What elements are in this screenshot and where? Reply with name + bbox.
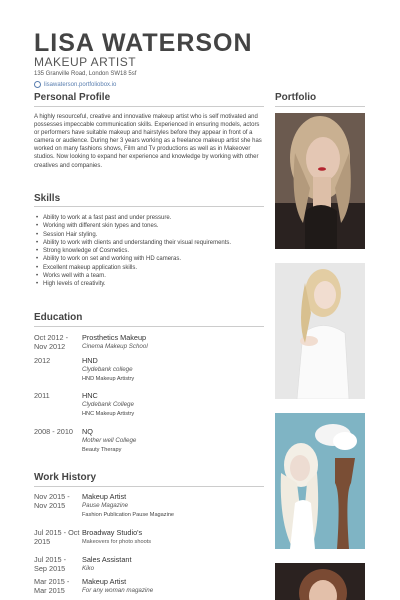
portfolio-photo[interactable] (275, 263, 365, 399)
profile-text: A highly resourceful, creative and innovative makeup artist who is self motivated and possesses impeccable communication skills. Experienced in ensuring models, actors or performers have suitable makeup and hairstyles before they appear in front of a camera or audience. During her 3 years working as a freelance makeup artist she has worked on many fashions shows, Film and Tv productions as well as in Makeover studios. Now looking to expand her experience and knowledge by working with other creatives and companies. (34, 114, 262, 169)
entry-organization: Mother well College (82, 437, 137, 444)
entry-date: 2011 (34, 391, 50, 400)
entry-description: HNC Makeup Artistry (82, 411, 135, 417)
entry-organization: Kiko (82, 565, 95, 572)
address: 135 Granville Road, London SW18 5sf (34, 71, 137, 77)
profile-divider (34, 106, 264, 107)
skill-item: • Ability to work with clients and understanding their visual requirements. (34, 239, 264, 247)
entry-description: HND Makeup Artistry (82, 376, 135, 382)
entry-description: Makeovers for photo shoots (82, 539, 152, 545)
portfolio-link[interactable] (34, 81, 116, 88)
candidate-role: MAKEUP ARTIST (34, 55, 137, 69)
skills-divider (34, 206, 264, 207)
entry-organization: For any woman magazine (82, 587, 154, 594)
portfolio-photo[interactable] (275, 413, 365, 549)
work-heading: Work History (34, 472, 97, 483)
work-divider (34, 486, 264, 487)
entry-title: HND (82, 356, 98, 365)
entry-date: Jul 2015 - Sep 2015 (34, 555, 67, 573)
skill-item: • High levels of creativity. (34, 280, 264, 288)
entry-description: Fashion Publication Pause Magazine (82, 512, 175, 518)
skill-item: • Session Hair styling. (34, 231, 264, 239)
entry-title: HNC (82, 391, 98, 400)
portfolio-link-text[interactable]: lisawaterson.portfoliobox.io (44, 81, 117, 88)
profile-heading: Personal Profile (34, 92, 111, 103)
entry-date: Jul 2015 - Oct 2015 (34, 528, 80, 546)
entry-description: Beauty Therapy (82, 447, 122, 453)
entry-date: Mar 2015 - Mar 2015 (34, 577, 70, 595)
entry-title: NQ (82, 427, 93, 436)
entry-date: 2008 - 2010 (34, 427, 73, 436)
skills-list (34, 214, 264, 289)
education-divider (34, 326, 264, 327)
entry-organization: Pause Magazine (82, 502, 129, 509)
skill-item: • Working with different skin types and tones. (34, 222, 264, 230)
entry-title: Sales Assistant (82, 555, 132, 564)
portfolio-divider (275, 106, 365, 107)
skill-item: • Strong knowledge of Cosmetics. (34, 247, 264, 255)
entry-organization: Cinema Makeup School (82, 343, 148, 350)
skill-item: • Ability to work on set and working with HD cameras. (34, 255, 264, 263)
entry-organization: Clydebank college (82, 366, 133, 373)
skill-item: • Excellent makeup application skills. (34, 264, 264, 272)
entry-date: 2012 (34, 356, 51, 365)
entry-title: Prosthetics Makeup (82, 333, 147, 342)
portfolio-heading: Portfolio (275, 92, 317, 103)
entry-title: Makeup Artist (82, 577, 127, 586)
portfolio-photo[interactable] (275, 563, 365, 600)
globe-icon (34, 81, 41, 88)
candidate-name: LISA WATERSON (34, 29, 253, 57)
portfolio-photo[interactable] (275, 113, 365, 249)
entry-date: Nov 2015 - Nov 2015 (34, 492, 70, 510)
entry-date: Oct 2012 - Nov 2012 (34, 333, 69, 351)
entry-organization: Clydebank College (82, 401, 134, 408)
skill-item: • Works well with a team. (34, 272, 264, 280)
entry-title: Makeup Artist (82, 492, 127, 501)
entry-title: Broadway Studio's (82, 528, 143, 537)
education-heading: Education (34, 312, 83, 323)
skill-item: • Ability to work at a fast past and under pressure. (34, 214, 264, 222)
skills-heading: Skills (34, 193, 61, 204)
